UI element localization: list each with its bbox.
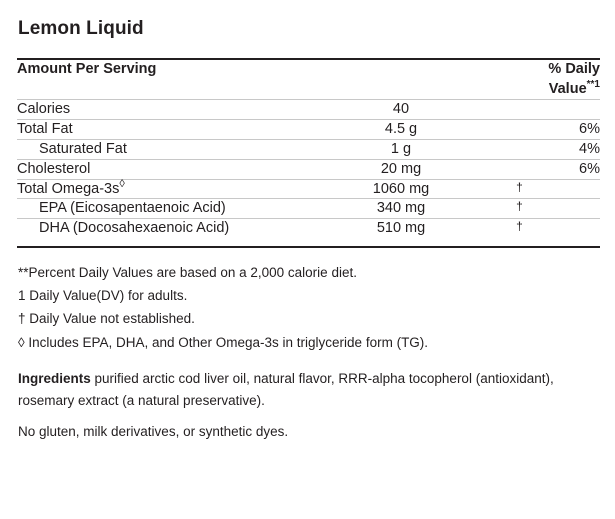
row-name: Cholesterol: [17, 159, 317, 179]
row-name: DHA (Docosahexaenoic Acid): [17, 219, 317, 238]
table-row: [17, 179, 600, 199]
row-name: Calories: [17, 100, 317, 120]
table-row: [17, 139, 600, 159]
table-bottom-rule: [17, 246, 600, 248]
header-daily-value: [485, 59, 600, 100]
page-title: Lemon Liquid: [18, 18, 144, 39]
row-dv: †: [485, 179, 600, 199]
row-amount: 510 mg: [317, 219, 485, 238]
ingredients-text: purified arctic cod liver oil, natural flavor, RRR-alpha tocopherol (antioxidant), rosemary extract (a natural preservative).: [18, 370, 554, 408]
nutrition-table: [17, 58, 600, 238]
footnote-dagger: † Daily Value not established.: [18, 311, 195, 327]
row-name-sup: ◊: [119, 177, 125, 190]
footnotes: [18, 261, 599, 354]
header-daily-value-line1: % Daily: [548, 61, 600, 77]
row-name: Total Fat: [17, 119, 317, 139]
row-dv: †: [485, 199, 600, 219]
ingredients-label: Ingredients: [18, 370, 91, 386]
row-name: [17, 179, 317, 199]
header-daily-value-line2: Value: [548, 80, 587, 97]
table-row: [17, 199, 600, 219]
table-row: [17, 159, 600, 179]
row-dv: [485, 100, 600, 120]
row-dv: †: [485, 219, 600, 238]
row-dv: 6%: [485, 119, 600, 139]
footnote-percent-dv: **Percent Daily Values are based on a 2,000 calorie diet.: [18, 265, 357, 281]
row-name-text: Total Omega-3s: [17, 180, 120, 197]
footnote-dv-adults: 1 Daily Value(DV) for adults.: [18, 288, 188, 304]
row-amount: 40: [317, 100, 485, 120]
footnote-diamond: ◊ Includes EPA, DHA, and Other Omega-3s in triglyceride form (TG).: [18, 334, 429, 350]
table-row: [17, 100, 600, 120]
ingredients-paragraph: [18, 368, 598, 412]
table-header-row: [17, 59, 600, 100]
allergen-note: No gluten, milk derivatives, or synthetic dyes.: [18, 423, 289, 439]
header-daily-value-sup: **1: [586, 78, 600, 90]
row-amount: 1 g: [317, 139, 485, 159]
row-amount: 20 mg: [317, 159, 485, 179]
table-row: [17, 219, 600, 238]
row-dv: 6%: [485, 159, 600, 179]
row-dv: 4%: [485, 139, 600, 159]
table-row: [17, 119, 600, 139]
row-name: Saturated Fat: [17, 139, 317, 159]
row-name: EPA (Eicosapentaenoic Acid): [17, 199, 317, 219]
row-amount: 340 mg: [317, 199, 485, 219]
header-amount-per-serving: Amount Per Serving: [17, 59, 317, 100]
header-spacer: [317, 59, 485, 100]
row-amount: 1060 mg: [317, 179, 485, 199]
row-amount: 4.5 g: [317, 119, 485, 139]
